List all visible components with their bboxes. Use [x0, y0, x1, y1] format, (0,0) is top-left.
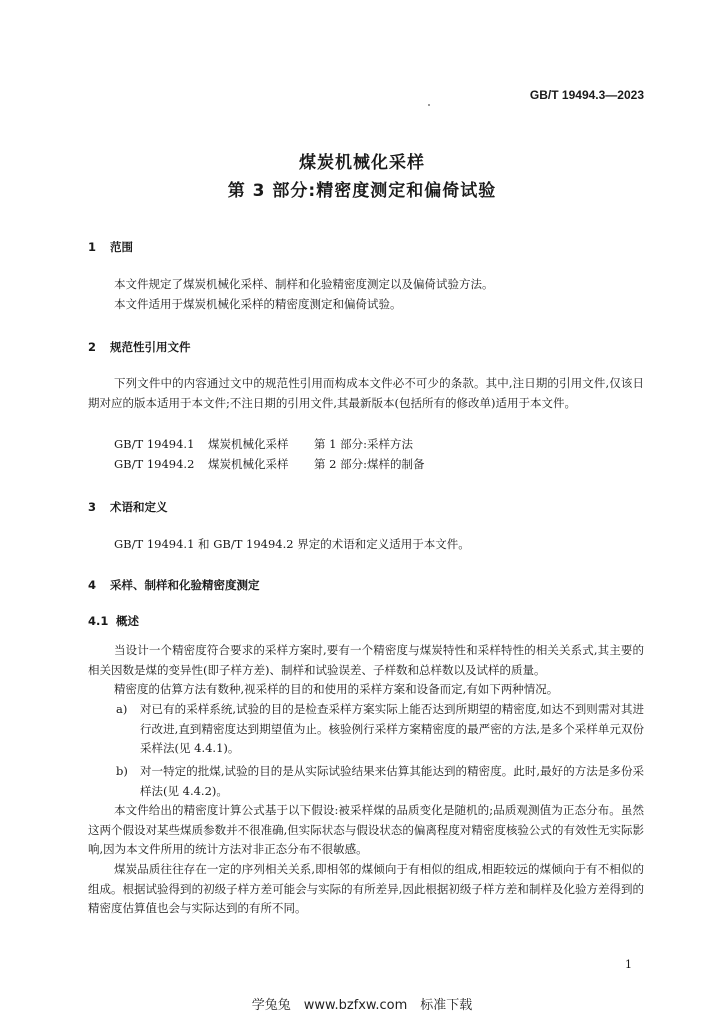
subsection-title: 概述	[116, 614, 139, 628]
site-footer-watermark: 学兔兔 www.bzfxw.com 标准下载	[251, 998, 473, 1013]
list-text: 对已有的采样系统,试验的目的是检查采样方案实际上能否达到所期望的精密度,如达不到则需对其进行改进,直到精密度达到期望值为止。核验例行采样方案精密度的最严密的方法,是多个采样单元双份采样法(见 4.4.1)。	[140, 702, 644, 755]
section-heading-terms	[88, 499, 168, 515]
reference-name: 煤炭机械化采样	[208, 437, 289, 451]
subsection-heading-overview	[88, 613, 139, 629]
list-marker: a)	[116, 702, 128, 716]
paragraph: 精密度的估算方法有数种,视采样的目的和使用的采样方案和设备而定,有如下两种情况。	[114, 682, 559, 696]
section-title: 采样、制样和化验精密度测定	[110, 578, 260, 592]
section-heading-normative-references	[88, 339, 191, 355]
section-title: 规范性引用文件	[110, 340, 191, 354]
reference-part: 第 1 部分:采样方法	[314, 437, 414, 451]
document-title: 煤炭机械化采样	[299, 153, 425, 173]
paragraph: GB/T 19494.1 和 GB/T 19494.2 界定的术语和定义适用于本文件。	[114, 537, 470, 551]
page-number: 1	[625, 958, 632, 971]
list-marker: b)	[116, 764, 128, 778]
section-title: 范围	[110, 240, 133, 254]
section-title: 术语和定义	[110, 500, 168, 514]
section-heading-precision	[88, 577, 260, 593]
document-subtitle: 第 3 部分:精密度测定和偏倚试验	[227, 181, 497, 201]
section-number: 4	[88, 578, 97, 592]
reference-name: 煤炭机械化采样	[208, 457, 289, 471]
paragraph: 本文件规定了煤炭机械化采样、制样和化验精密度测定以及偏倚试验方法。	[114, 277, 494, 291]
list-item	[116, 762, 644, 801]
reference-code: GB/T 19494.1	[114, 437, 195, 451]
paragraph: 煤炭品质往往存在一定的序列相关关系,即相邻的煤倾向于有相似的组成,相距较远的煤倾向于有不相似的组成。根据试验得到的初级子样方差可能会与实际的有所差异,因此根据初级子样方差和制样及化验方差得到的精密度估算值也会与实际达到的有所不同。	[88, 862, 644, 915]
scan-speck	[428, 104, 430, 106]
paragraph: 下列文件中的内容通过文中的规范性引用而构成本文件必不可少的条款。其中,注日期的引用文件,仅该日期对应的版本适用于本文件;不注日期的引用文件,其最新版本(包括所有的修改单)适用于本文件。	[88, 376, 644, 410]
reference-item	[114, 436, 413, 452]
section-number: 3	[88, 500, 97, 514]
section-number: 1	[88, 240, 97, 254]
reference-item	[114, 456, 425, 472]
reference-code: GB/T 19494.2	[114, 457, 195, 471]
standard-code: GB/T 19494.3—2023	[529, 88, 644, 102]
paragraph: 本文件给出的精密度计算公式基于以下假设:被采样煤的品质变化是随机的;品质观测值为正态分布。虽然这两个假设对某些煤质参数并不很准确,但实际状态与假设状态的偏离程度对精密度核验公式的有效性无实际影响,因为本文件所用的统计方法对非正态分布不很敏感。	[88, 803, 644, 856]
paragraph: 本文件适用于煤炭机械化采样的精密度测定和偏倚试验。	[114, 297, 402, 311]
list-item	[116, 700, 644, 759]
list-text: 对一特定的批煤,试验的目的是从实际试验结果来估算其能达到的精密度。此时,最好的方法是多份采样法(见 4.4.2)。	[140, 764, 644, 798]
reference-part: 第 2 部分:煤样的制备	[314, 457, 425, 471]
paragraph: 当设计一个精密度符合要求的采样方案时,要有一个精密度与煤炭特性和采样特性的相关关系式,其主要的相关因数是煤的变异性(即子样方差)、制样和试验误差、子样数和总样数以及试样的质量。	[88, 643, 644, 677]
section-heading-scope	[88, 239, 133, 255]
section-number: 2	[88, 340, 97, 354]
subsection-number: 4.1	[88, 614, 109, 628]
